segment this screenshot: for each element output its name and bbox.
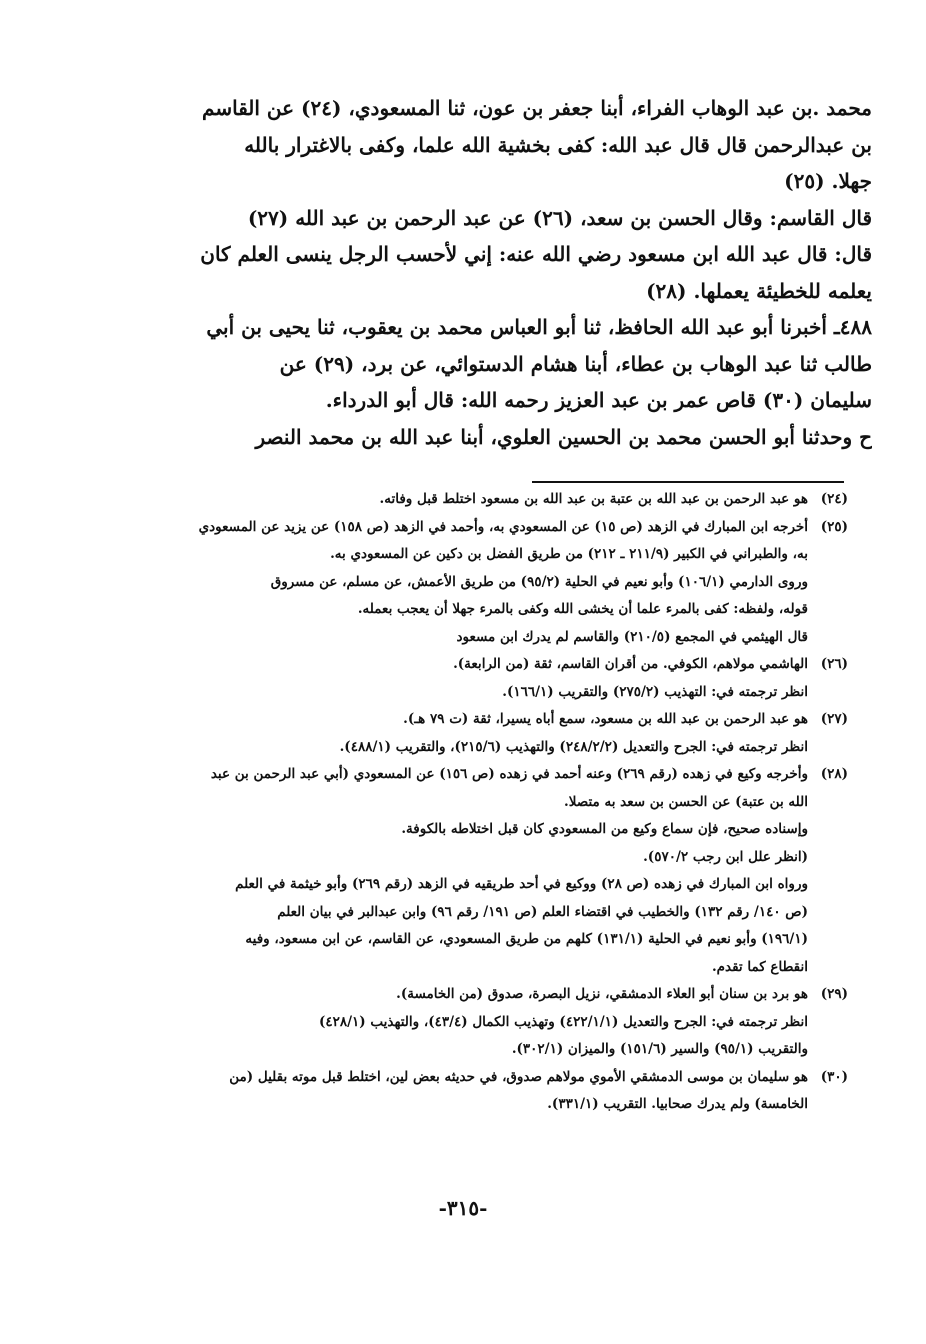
- footnote-line: [140, 761, 848, 789]
- footnote-line: [140, 844, 848, 872]
- footnote-text: قوله، ولفظه: كفى بالمرء علما أن يخشى الله وكفى بالمرء جهلا أن يعجب بعمله.: [357, 601, 808, 617]
- footnote-line: [140, 1091, 848, 1119]
- text-line: ٤٨٨ـ أخبرنا أبو عبد الله الحافظ، ثنا أبو العباس محمد بن يعقوب، ثنا يحيى بن أبي: [206, 315, 872, 339]
- footnote-number: (٢٦): [820, 656, 848, 672]
- footnotes: [140, 486, 848, 1119]
- footnote-text: انظر ترجمته في: التهذيب (٢٧٥/٢) والتقريب (١٦٦/١).: [502, 683, 808, 700]
- text-line: بن عبدالرحمن قال قال عبد الله: كفى بخشية الله علما، وكفى بالاغترار بالله: [244, 132, 872, 157]
- footnote-text: الخامسة) ولم يدرك صحابيا. التقريب (٣٣١/١).: [547, 1096, 808, 1112]
- footnote-text: انظر ترجمته في: الجرح والتعديل (٢٤٨/٢/٢) والتهذيب (٢١٥/٦)، والتقريب (٤٨٨/١).: [339, 738, 808, 755]
- footnote-line: [140, 651, 848, 679]
- footnote-text: ورواه ابن المبارك في زهده (ص ٢٨) ووكيع في أحد طريقيه في الزهد (رقم ٢٦٩) وأبو خيثمة في العلم: [235, 876, 808, 892]
- footnote-line: [140, 486, 848, 514]
- footnote-text: به، والطبراني في الكبير (٢١١/٩ ـ ٢١٢) من طريق الفضل بن دكين عن المسعودي به.: [330, 546, 808, 562]
- footnote-number: (٢٧): [820, 711, 848, 727]
- footnote-line: [140, 706, 848, 734]
- text-line: ح وحدثنا أبو الحسن محمد بن الحسين العلوي، أبنا عبد الله بن محمد النصر: [255, 424, 872, 449]
- footnote-text: (ص ١٤٠/ رقم ١٣٢) والخطيب في اقتضاء العلم (ص ١٩١/ رقم ٩٦) وابن عبدالبر في بيان العلم: [277, 903, 808, 920]
- footnote-number: (٢٨): [820, 766, 848, 782]
- footnote-number: (٣٠): [820, 1068, 848, 1085]
- text-line: طالب ثنا عبد الوهاب بن عطاء، أبنا هشام الدستوائي، عن برد، (٢٩) عن: [279, 351, 872, 376]
- footnote-number: (٢٥): [820, 518, 848, 535]
- footnote-line: [140, 1036, 848, 1064]
- text-line: سليمان (٣٠) قاص عمر بن عبد العزيز رحمه الله: قال أبو الدرداء.: [325, 388, 872, 412]
- footnote-line: [140, 816, 848, 844]
- footnote-line: [140, 734, 848, 762]
- footnote-line: [140, 624, 848, 652]
- footnote-text: والتقريب (٩٥/١) والسير (١٥١/٦) والميزان (٣٠٢/١).: [511, 1041, 808, 1057]
- paragraph-4: [140, 419, 872, 456]
- paragraph-3: [140, 309, 872, 419]
- footnote-separator: [532, 481, 844, 483]
- footnote-text: الهاشمي مولاهم، الكوفي. من أقران القاسم، ثقة (من الرابعة).: [453, 656, 808, 672]
- footnote-text: أخرجه ابن المبارك في الزهد (ص ١٥) عن المسعودي به، وأحمد في الزهد (ص ١٥٨) عن يزيد عن المسعودي: [198, 518, 808, 535]
- page-number: -٣١٥-: [438, 1196, 488, 1220]
- footnote-line: [140, 789, 848, 817]
- footnote-line: [140, 926, 848, 954]
- text-line: يعلمه للخطيئة يعملها. (٢٨): [646, 278, 872, 303]
- footnote-text: قال الهيثمي في المجمع (٢١٠/٥) والقاسم لم يدرك ابن مسعود: [456, 628, 808, 645]
- footnote-line: [140, 871, 848, 899]
- footnote-line: [140, 596, 848, 624]
- text-line: قال القاسم: وقال الحسن بن سعد، (٢٦) عن عبد الرحمن بن عبد الله (٢٧): [247, 205, 872, 230]
- footnote-text: هو سليمان بن موسى الدمشقي الأموي مولاهم صدوق، في حديثه بعض لين، اختلط قبل موته بقليل (من: [229, 1068, 808, 1085]
- footnote-text: هو عبد الرحمن بن عبد الله بن عتبة بن عبد الله بن مسعود اختلط قبل وفاته.: [379, 491, 808, 507]
- footnote-text: انقطاع كما تقدم.: [711, 958, 808, 975]
- text-line: محمد .بن عبد الوهاب الفراء، أبنا جعفر بن عون، ثنا المسعودي، (٢٤) عن القاسم: [202, 96, 872, 120]
- text-line: جهلا. (٢٥): [784, 169, 872, 193]
- main-text: [140, 90, 872, 455]
- footnote-text: وأخرجه وكيع في زهده (رقم ٢٦٩) وعنه أحمد في زهده (ص ١٥٦) عن المسعودي (أبي عبد الرحمن بن عبد: [210, 766, 808, 782]
- footnote-number: (٢٩): [820, 986, 848, 1002]
- footnote-text: انظر ترجمته في: الجرح والتعديل (٤٢٢/١/١) وتهذيب الكمال (٤٣/٤)، والتهذيب (٤٢٨/١): [318, 1013, 808, 1030]
- footnote-number: (٢٤): [820, 491, 848, 507]
- footnote-line: [140, 981, 848, 1009]
- footnote-text: هو برد بن سنان أبو العلاء الدمشقي، نزيل البصرة، صدوق (من الخامسة).: [396, 986, 808, 1002]
- footnote-text: (انظر علل ابن رجب ٥٧٠/٢).: [643, 848, 808, 865]
- footnote-line: [140, 541, 848, 569]
- footnote-text: الله بن عتبة) عن الحسن بن سعد به متصلا.: [564, 793, 808, 810]
- footnote-line: [140, 514, 848, 542]
- footnote-text: وروى الدارمي (١٠٦/١) وأبو نعيم في الحلية (٩٥/٢) من طريق الأعمش، عن مسلم، عن مسروق: [270, 573, 808, 590]
- footnote-line: [140, 954, 848, 982]
- footnote-text: هو عبد الرحمن بن عبد الله بن مسعود، سمع أباه يسيرا، ثقة (ت ٧٩ هـ).: [403, 711, 808, 727]
- footnote-line: [140, 899, 848, 927]
- footnote-text: وإسناده صحيح، فإن سماع وكيع من المسعودي كان قبل اختلاطه بالكوفة.: [401, 821, 808, 837]
- footnote-line: [140, 569, 848, 597]
- text-line: قال: قال عبد الله ابن مسعود رضي الله عنه: إني لأحسب الرجل ينسى العلم كان: [200, 242, 872, 266]
- paragraph-1: [140, 90, 872, 200]
- paragraph-2: [140, 200, 872, 310]
- footnote-line: [140, 1064, 848, 1092]
- footnote-line: [140, 679, 848, 707]
- footnote-text: (١٩٦/١) وأبو نعيم في الحلية (١٣١/١) كلهم من طريق المسعودي، عن القاسم، عن ابن مسعود، وفيه: [245, 931, 808, 947]
- footnote-line: [140, 1009, 848, 1037]
